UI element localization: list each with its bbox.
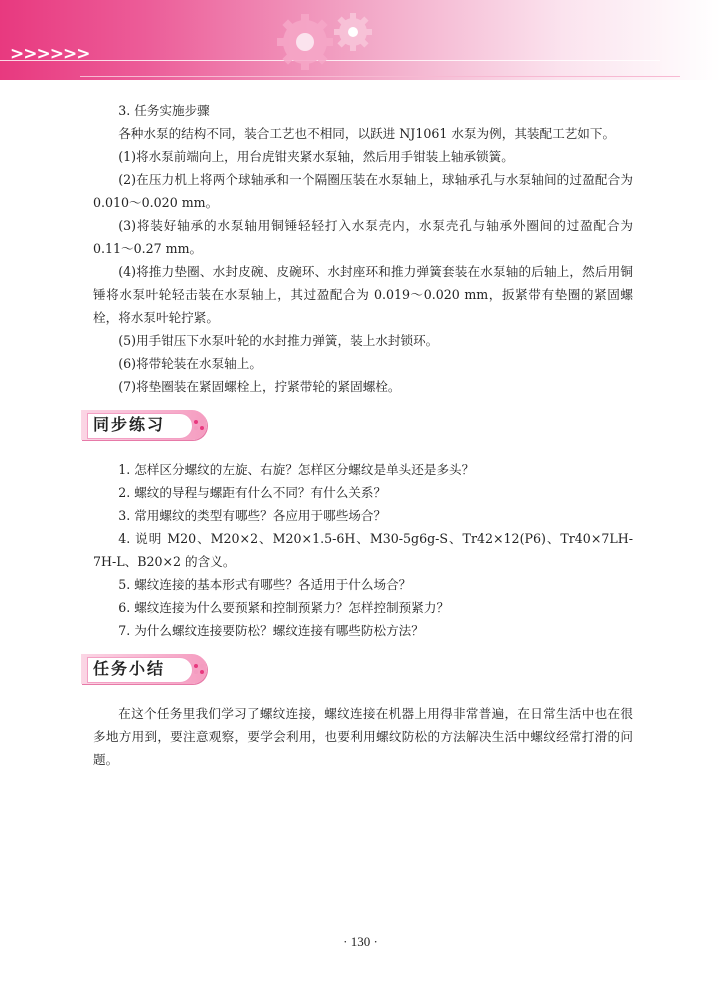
summary-heading [81, 654, 633, 688]
section-title: 3. 任务实施步骤 [118, 103, 210, 118]
exercise-item: 1. 怎样区分螺纹的左旋、右旋？怎样区分螺纹是单头还是多头？ [118, 462, 475, 477]
exercise-item: 2. 螺纹的导程与螺距有什么不同？有什么关系？ [118, 485, 387, 500]
exercise-item: 4. 说明 M20、M20×2、M20×1.5-6H、M30-5g6g-S、Tr42×12(P6)、Tr40×7LH-7H-L、B20×2 的含义。 [93, 531, 633, 569]
section-intro: 各种水泵的结构不同，装合工艺也不相同，以跃进 NJ1061 水泵为例，其装配工艺如下。 [118, 126, 616, 141]
step-item: (7)将垫圈装在紧固螺栓上，拧紧带轮的紧固螺栓。 [118, 379, 401, 394]
exercises-heading [81, 410, 633, 444]
step-item: (4)将推力垫圈、水封皮碗、皮碗环、水封座环和推力弹簧套装在水泵轴的后轴上，然后用铜锤将水泵叶轮轻击装在水泵轴上，其过盈配合为 0.019～0.020 mm，扳紧带有垫圈的紧固螺栓，将水泵叶轮拧紧。 [93, 264, 633, 325]
header-banner [0, 0, 721, 80]
step-item: (1)将水泵前端向上，用台虎钳夹紧水泵轴，然后用手钳装上轴承锁簧。 [118, 149, 514, 164]
step-item: (6)将带轮装在水泵轴上。 [118, 356, 262, 371]
summary-text: 在这个任务里我们学习了螺纹连接，螺纹连接在机器上用得非常普遍，在日常生活中也在很多地方用到，要注意观察，要学会利用，也要利用螺纹防松的方法解决生活中螺纹经常打滑的问题。 [93, 706, 633, 767]
summary-heading-label: 任务小结 [93, 659, 166, 678]
exercise-item: 3. 常用螺纹的类型有哪些？各应用于哪些场合？ [118, 508, 387, 523]
decorative-dots-icon [193, 419, 205, 431]
gears-icon [265, 6, 385, 76]
page-number: · 130 · [343, 934, 378, 949]
exercise-item: 5. 螺纹连接的基本形式有哪些？各适用于什么场合？ [118, 577, 412, 592]
header-rule [80, 76, 680, 77]
decorative-dots-icon [193, 663, 205, 675]
step-item: (3)将装好轴承的水泵轴用铜锤轻轻打入水泵壳内，水泵壳孔与轴承外圈间的过盈配合为 0.11～0.27 mm。 [93, 218, 633, 256]
exercise-item: 7. 为什么螺纹连接要防松？螺纹连接有哪些防松方法？ [118, 623, 424, 638]
exercises-heading-label: 同步练习 [93, 415, 166, 434]
step-item: (2)在压力机上将两个球轴承和一个隔圈压装在水泵轴上，球轴承孔与水泵轴间的过盈配合为 0.010～0.020 mm。 [93, 172, 633, 210]
step-item: (5)用手钳压下水泵叶轮的水封推力弹簧，装上水封锁环。 [118, 333, 439, 348]
chevron-arrows-icon: >>>>>> [10, 44, 90, 64]
page-content [93, 99, 633, 771]
exercise-item: 6. 螺纹连接为什么要预紧和控制预紧力？怎样控制预紧力？ [118, 600, 450, 615]
